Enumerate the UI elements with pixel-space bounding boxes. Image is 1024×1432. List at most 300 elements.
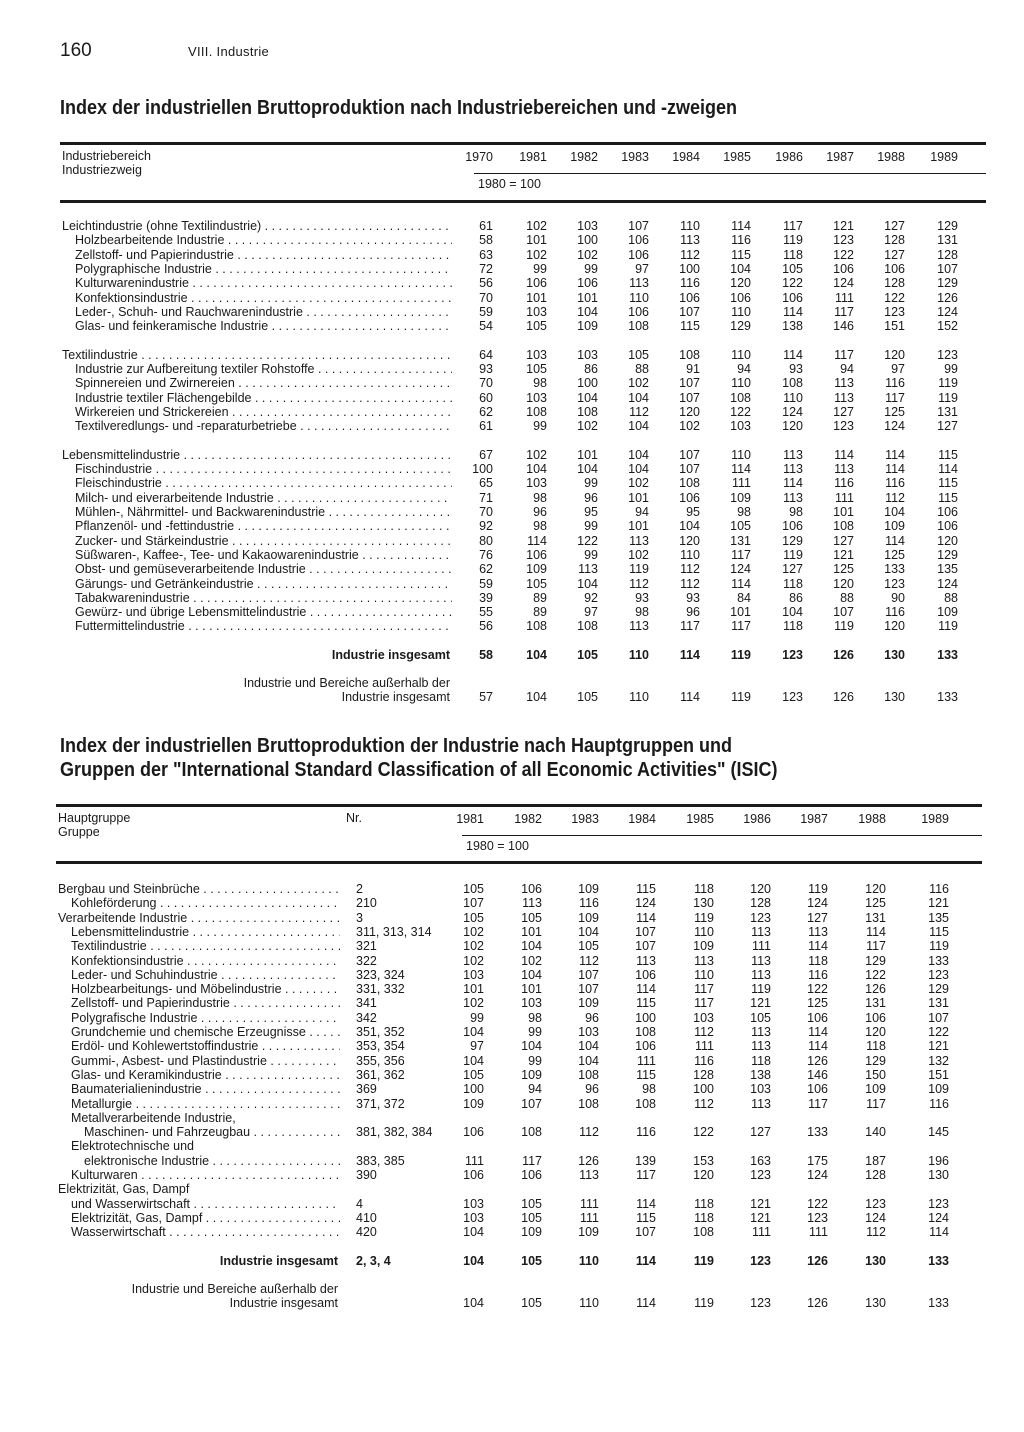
table-row <box>60 376 986 390</box>
row-label: Elektrizität, Gas, Dampf . . . <box>71 1211 340 1225</box>
cell-value: 118 <box>694 1196 714 1211</box>
cell-value: 99 <box>584 476 598 491</box>
year-header-1988: 1988 <box>877 150 905 164</box>
table-row <box>56 982 982 996</box>
cell-value: 113 <box>694 953 714 968</box>
cell-value: 196 <box>928 1153 949 1168</box>
cell-value: 100 <box>679 261 700 276</box>
cell-value: 113 <box>751 967 771 982</box>
cell-value: 102 <box>463 939 484 954</box>
cell-value: 114 <box>783 476 803 491</box>
row-label: Lebensmittelindustrie . . . <box>62 448 452 462</box>
cell-value: 129 <box>928 982 949 997</box>
cell-value: 118 <box>866 1039 886 1054</box>
outside-label-line1: Industrie und Bereiche außerhalb der <box>243 675 450 690</box>
cell-value: 63 <box>479 247 493 262</box>
cell-value: 123 <box>750 910 771 925</box>
row-nr: 210 <box>356 896 377 911</box>
cell-value: 100 <box>577 233 598 248</box>
outside-label-line1: Industrie und Bereiche außerhalb der <box>131 1281 338 1296</box>
table2-header-hauptgruppe: Hauptgruppe <box>58 811 131 825</box>
total-row <box>56 1254 982 1268</box>
cell-value: 71 <box>479 490 493 505</box>
cell-value: 117 <box>885 390 905 405</box>
outside-value: 130 <box>884 690 905 704</box>
row-label: Zellstoff- und Papierindustrie . . . <box>75 248 452 262</box>
cell-value: 114 <box>885 447 905 462</box>
row-nr: 321 <box>356 939 377 954</box>
cell-value: 100 <box>577 376 598 391</box>
cell-value: 113 <box>834 376 854 391</box>
cell-value: 101 <box>628 519 649 534</box>
cell-value: 55 <box>479 605 493 620</box>
cell-value: 76 <box>479 547 493 562</box>
row-label: Leder-, Schuh- und Rauchwarenindustrie . . . <box>75 305 452 319</box>
cell-value: 60 <box>479 390 493 405</box>
cell-value: 101 <box>730 605 751 620</box>
table-row <box>60 619 986 633</box>
cell-value: 54 <box>479 319 493 334</box>
year-header-1989: 1989 <box>930 150 958 164</box>
cell-value: 109 <box>463 1096 484 1111</box>
cell-value: 113 <box>751 1025 771 1039</box>
cell-value: 109 <box>578 882 599 896</box>
cell-value: 115 <box>636 1210 656 1225</box>
cell-value: 120 <box>865 1025 886 1039</box>
table-row <box>56 911 982 925</box>
row-nr: 371, 372 <box>356 1096 405 1111</box>
cell-value: 92 <box>479 519 493 534</box>
table-row <box>56 996 982 1010</box>
cell-value: 125 <box>865 896 886 911</box>
total-nr: 2, 3, 4 <box>356 1253 391 1268</box>
cell-value: 123 <box>884 576 905 591</box>
cell-value: 120 <box>782 419 803 434</box>
total-value: 110 <box>578 1253 599 1268</box>
cell-value: 61 <box>479 419 493 434</box>
cell-value: 84 <box>737 590 751 605</box>
year-header-1982: 1982 <box>570 150 598 164</box>
cell-value: 125 <box>884 404 905 419</box>
cell-value: 59 <box>479 576 493 591</box>
cell-value: 115 <box>938 447 958 462</box>
cell-value: 106 <box>833 261 854 276</box>
table-row <box>56 939 982 953</box>
cell-value: 110 <box>731 376 751 391</box>
total-value: 110 <box>628 647 649 662</box>
row-label: Industrie textiler Flächengebilde . . . <box>75 391 452 405</box>
cell-value: 110 <box>731 447 751 462</box>
total-value: 130 <box>865 1253 886 1268</box>
cell-value: 120 <box>884 347 905 362</box>
cell-value: 105 <box>730 519 751 534</box>
outside-value: 119 <box>694 1295 714 1310</box>
cell-value: 97 <box>891 362 905 376</box>
cell-value: 127 <box>833 404 854 419</box>
cell-value: 119 <box>834 619 854 634</box>
cell-value: 127 <box>833 533 854 548</box>
cell-value: 102 <box>463 953 484 968</box>
cell-value: 101 <box>833 505 854 519</box>
cell-value: 99 <box>528 1025 542 1039</box>
cell-value: 109 <box>693 939 714 954</box>
outside-label-line2: Industrie insgesamt <box>229 1295 338 1310</box>
total-value: 104 <box>526 647 547 662</box>
cell-value: 108 <box>782 376 803 391</box>
cell-value: 175 <box>807 1153 828 1168</box>
cell-value: 115 <box>636 1067 656 1082</box>
cell-value: 129 <box>865 953 886 968</box>
cell-value: 86 <box>789 590 803 605</box>
row-label: Holzbearbeitende Industrie . . . <box>75 233 452 247</box>
cell-value: 116 <box>694 1053 714 1068</box>
row-nr: 331, 332 <box>356 982 405 997</box>
cell-value: 124 <box>937 304 958 319</box>
cell-value: 129 <box>937 276 958 291</box>
cell-value: 117 <box>834 347 854 362</box>
cell-value: 122 <box>884 290 905 305</box>
cell-value: 100 <box>635 1010 656 1025</box>
cell-value: 98 <box>528 1010 542 1025</box>
cell-value: 118 <box>694 882 714 896</box>
cell-value: 123 <box>833 419 854 434</box>
cell-value: 113 <box>808 924 828 939</box>
cell-value: 123 <box>884 304 905 319</box>
cell-value: 105 <box>521 910 542 925</box>
table-row <box>60 505 986 519</box>
cell-value: 114 <box>636 910 656 925</box>
cell-value: 104 <box>782 605 803 620</box>
cell-value: 124 <box>865 1210 886 1225</box>
cell-value: 113 <box>578 562 598 577</box>
cell-value: 101 <box>521 982 542 997</box>
table2-header-nr: Nr. <box>346 811 362 825</box>
table1-mid-rule <box>474 173 986 174</box>
cell-value: 104 <box>679 519 700 534</box>
cell-value: 119 <box>929 939 949 954</box>
cell-value: 124 <box>730 562 751 577</box>
cell-value: 98 <box>642 1082 656 1097</box>
year-header-1981: 1981 <box>519 150 547 164</box>
cell-value: 104 <box>884 505 905 519</box>
cell-value: 122 <box>928 1025 949 1039</box>
table-row <box>56 968 982 982</box>
year-header-1989: 1989 <box>921 812 949 826</box>
cell-value: 108 <box>577 404 598 419</box>
cell-value: 122 <box>833 247 854 262</box>
row-label: Kulturwarenindustrie . . . <box>75 276 452 290</box>
cell-value: 113 <box>783 490 803 505</box>
cell-value: 119 <box>938 376 958 391</box>
cell-value: 110 <box>629 290 649 305</box>
row-label: Metallverarbeitende Industrie, <box>71 1110 236 1125</box>
cell-value: 101 <box>577 290 598 305</box>
cell-value: 93 <box>686 590 700 605</box>
cell-value: 152 <box>937 319 958 334</box>
cell-value: 102 <box>526 447 547 462</box>
cell-value: 109 <box>578 1225 599 1240</box>
cell-value: 108 <box>521 1125 542 1140</box>
cell-value: 104 <box>521 1039 542 1054</box>
cell-value: 88 <box>944 590 958 605</box>
cell-value: 124 <box>782 404 803 419</box>
cell-value: 120 <box>937 533 958 548</box>
cell-value: 109 <box>730 490 751 505</box>
cell-value: 111 <box>694 1039 714 1054</box>
cell-value: 123 <box>865 1196 886 1211</box>
outside-value: 126 <box>833 690 854 704</box>
cell-value: 114 <box>885 533 905 548</box>
cell-value: 104 <box>628 390 649 405</box>
total-value: 133 <box>928 1253 949 1268</box>
table-row <box>60 476 986 490</box>
cell-value: 89 <box>533 590 547 605</box>
cell-value: 105 <box>463 1067 484 1082</box>
row-nr: 420 <box>356 1225 377 1240</box>
cell-value: 117 <box>834 304 854 319</box>
cell-value: 130 <box>928 1168 949 1182</box>
row-label: Maschinen- und Fahrzeugbau . . . <box>84 1125 340 1139</box>
cell-value: 146 <box>833 319 854 334</box>
cell-value: 70 <box>479 290 493 305</box>
cell-value: 111 <box>579 1196 599 1211</box>
cell-value: 128 <box>937 247 958 262</box>
table-row <box>56 882 982 896</box>
cell-value: 105 <box>526 362 547 376</box>
cell-value: 120 <box>750 882 771 896</box>
cell-value: 93 <box>635 590 649 605</box>
cell-value: 125 <box>833 562 854 577</box>
cell-value: 123 <box>937 347 958 362</box>
cell-value: 114 <box>885 462 905 477</box>
cell-value: 105 <box>578 939 599 954</box>
cell-value: 108 <box>526 404 547 419</box>
cell-value: 103 <box>730 419 751 434</box>
table-row <box>60 348 986 362</box>
row-label: Industrie zur Aufbereitung textiler Rohstoffe . . . <box>75 362 452 376</box>
row-nr: 369 <box>356 1082 377 1097</box>
outside-value: 114 <box>636 1295 656 1310</box>
cell-value: 88 <box>635 362 649 376</box>
cell-value: 130 <box>693 896 714 911</box>
cell-value: 56 <box>479 619 493 634</box>
cell-value: 106 <box>463 1168 484 1182</box>
cell-value: 150 <box>865 1067 886 1082</box>
cell-value: 98 <box>789 505 803 519</box>
cell-value: 114 <box>527 533 547 548</box>
cell-value: 114 <box>808 1039 828 1054</box>
cell-value: 104 <box>526 462 547 477</box>
cell-value: 106 <box>782 519 803 534</box>
cell-value: 104 <box>628 462 649 477</box>
cell-value: 92 <box>584 590 598 605</box>
cell-value: 119 <box>751 982 771 997</box>
cell-value: 140 <box>865 1125 886 1140</box>
cell-value: 114 <box>783 347 803 362</box>
cell-value: 112 <box>579 953 599 968</box>
table2-header-bottom-rule <box>56 861 982 864</box>
cell-value: 127 <box>750 1125 771 1140</box>
cell-value: 115 <box>636 882 656 896</box>
cell-value: 117 <box>694 982 714 997</box>
cell-value: 107 <box>928 1010 949 1025</box>
cell-value: 101 <box>521 924 542 939</box>
table-row <box>56 1125 982 1139</box>
cell-value: 110 <box>731 347 751 362</box>
cell-value: 114 <box>929 1225 949 1240</box>
row-label: Glas- und Keramikindustrie . . . <box>71 1068 340 1082</box>
total-value: 105 <box>521 1253 542 1268</box>
cell-value: 128 <box>693 1067 714 1082</box>
row-label: Süßwaren-, Kaffee-, Tee- und Kakaowarenindustrie . . . <box>75 548 452 562</box>
cell-value: 102 <box>628 476 649 491</box>
cell-value: 105 <box>463 910 484 925</box>
cell-value: 70 <box>479 376 493 391</box>
cell-value: 91 <box>686 362 700 376</box>
cell-value: 107 <box>635 1225 656 1240</box>
cell-value: 123 <box>928 967 949 982</box>
cell-value: 116 <box>579 896 599 911</box>
cell-value: 118 <box>751 1053 771 1068</box>
cell-value: 107 <box>578 967 599 982</box>
table-row <box>56 1097 982 1111</box>
cell-value: 114 <box>783 304 803 319</box>
cell-value: 116 <box>808 967 828 982</box>
cell-value: 102 <box>526 219 547 233</box>
table-row <box>60 319 986 333</box>
cell-value: 100 <box>472 462 493 477</box>
row-label: Gummi-, Asbest- und Plastindustrie . . . <box>71 1054 340 1068</box>
row-nr: 2 <box>356 882 363 896</box>
year-header-1986: 1986 <box>775 150 803 164</box>
cell-value: 106 <box>635 967 656 982</box>
cell-value: 120 <box>693 1168 714 1182</box>
row-label: Obst- und gemüseverarbeitende Industrie . . . <box>75 562 452 576</box>
cell-value: 113 <box>579 1168 599 1182</box>
cell-value: 105 <box>521 1210 542 1225</box>
outside-value: 57 <box>479 690 493 704</box>
outside-value: 123 <box>750 1295 771 1310</box>
row-label: Textilindustrie . . . <box>62 348 452 362</box>
cell-value: 104 <box>463 1053 484 1068</box>
cell-value: 105 <box>526 319 547 334</box>
table-row <box>56 1139 982 1153</box>
table-row <box>56 896 982 910</box>
total-value: 130 <box>884 647 905 662</box>
outside-value: 114 <box>680 690 700 704</box>
cell-value: 112 <box>866 1225 886 1240</box>
cell-value: 107 <box>628 219 649 233</box>
total-value: 119 <box>730 647 751 662</box>
cell-value: 124 <box>937 576 958 591</box>
cell-value: 187 <box>865 1153 886 1168</box>
cell-value: 106 <box>937 519 958 534</box>
table2-base: 1980 = 100 <box>466 839 529 853</box>
cell-value: 88 <box>840 590 854 605</box>
cell-value: 110 <box>680 219 700 233</box>
cell-value: 121 <box>750 1210 771 1225</box>
cell-value: 116 <box>680 276 700 291</box>
cell-value: 106 <box>679 290 700 305</box>
cell-value: 93 <box>479 362 493 376</box>
cell-value: 112 <box>629 576 649 591</box>
cell-value: 100 <box>693 1082 714 1097</box>
table-row <box>56 1111 982 1125</box>
row-label: Spinnereien und Zwirnereien . . . <box>75 376 452 390</box>
cell-value: 118 <box>783 247 803 262</box>
cell-value: 124 <box>635 896 656 911</box>
cell-value: 116 <box>834 476 854 491</box>
outside-value: 104 <box>463 1295 484 1310</box>
cell-value: 115 <box>680 319 700 334</box>
cell-value: 94 <box>737 362 751 376</box>
cell-value: 104 <box>577 576 598 591</box>
cell-value: 102 <box>463 996 484 1011</box>
cell-value: 113 <box>751 953 771 968</box>
cell-value: 116 <box>885 476 905 491</box>
table-row <box>60 591 986 605</box>
cell-value: 99 <box>528 1053 542 1068</box>
cell-value: 98 <box>533 519 547 534</box>
row-nr: 390 <box>356 1168 377 1182</box>
row-label: Wasserwirtschaft . . . <box>71 1225 340 1239</box>
cell-value: 96 <box>584 490 598 505</box>
total-row <box>60 648 986 662</box>
table2-header-gruppe: Gruppe <box>58 825 100 839</box>
cell-value: 97 <box>470 1039 484 1054</box>
table1-header-zweig: Industriezweig <box>62 163 142 177</box>
cell-value: 106 <box>521 882 542 896</box>
row-label: Mühlen-, Nährmittel- und Backwarenindustrie . . . <box>75 505 452 519</box>
row-label: Fischindustrie . . . <box>75 462 452 476</box>
cell-value: 123 <box>807 1210 828 1225</box>
cell-value: 94 <box>528 1082 542 1097</box>
row-nr: 323, 324 <box>356 967 405 982</box>
cell-value: 127 <box>782 562 803 577</box>
cell-value: 105 <box>628 347 649 362</box>
cell-value: 39 <box>479 590 493 605</box>
cell-value: 145 <box>928 1125 949 1140</box>
table-row <box>60 248 986 262</box>
table2-title <box>60 734 778 782</box>
cell-value: 105 <box>521 1196 542 1211</box>
row-label: Konfektionsindustrie . . . <box>71 954 340 968</box>
outside-value: 105 <box>577 690 598 704</box>
row-nr: 351, 352 <box>356 1025 405 1039</box>
cell-value: 111 <box>808 1225 828 1240</box>
cell-value: 99 <box>533 419 547 434</box>
cell-value: 133 <box>807 1125 828 1140</box>
cell-value: 103 <box>693 1010 714 1025</box>
cell-value: 103 <box>577 219 598 233</box>
cell-value: 128 <box>865 1168 886 1182</box>
cell-value: 119 <box>694 910 714 925</box>
row-label: Grundchemie und chemische Erzeugnisse . . . <box>71 1025 340 1039</box>
cell-value: 115 <box>929 924 949 939</box>
cell-value: 111 <box>636 1053 656 1068</box>
table-row <box>56 1025 982 1039</box>
table-row <box>60 305 986 319</box>
cell-value: 112 <box>885 490 905 505</box>
cell-value: 116 <box>929 882 949 896</box>
total-value: 114 <box>635 1253 656 1268</box>
cell-value: 99 <box>533 261 547 276</box>
cell-value: 102 <box>521 953 542 968</box>
cell-value: 122 <box>782 276 803 291</box>
cell-value: 114 <box>731 462 751 477</box>
cell-value: 112 <box>579 1125 599 1140</box>
cell-value: 120 <box>679 533 700 548</box>
